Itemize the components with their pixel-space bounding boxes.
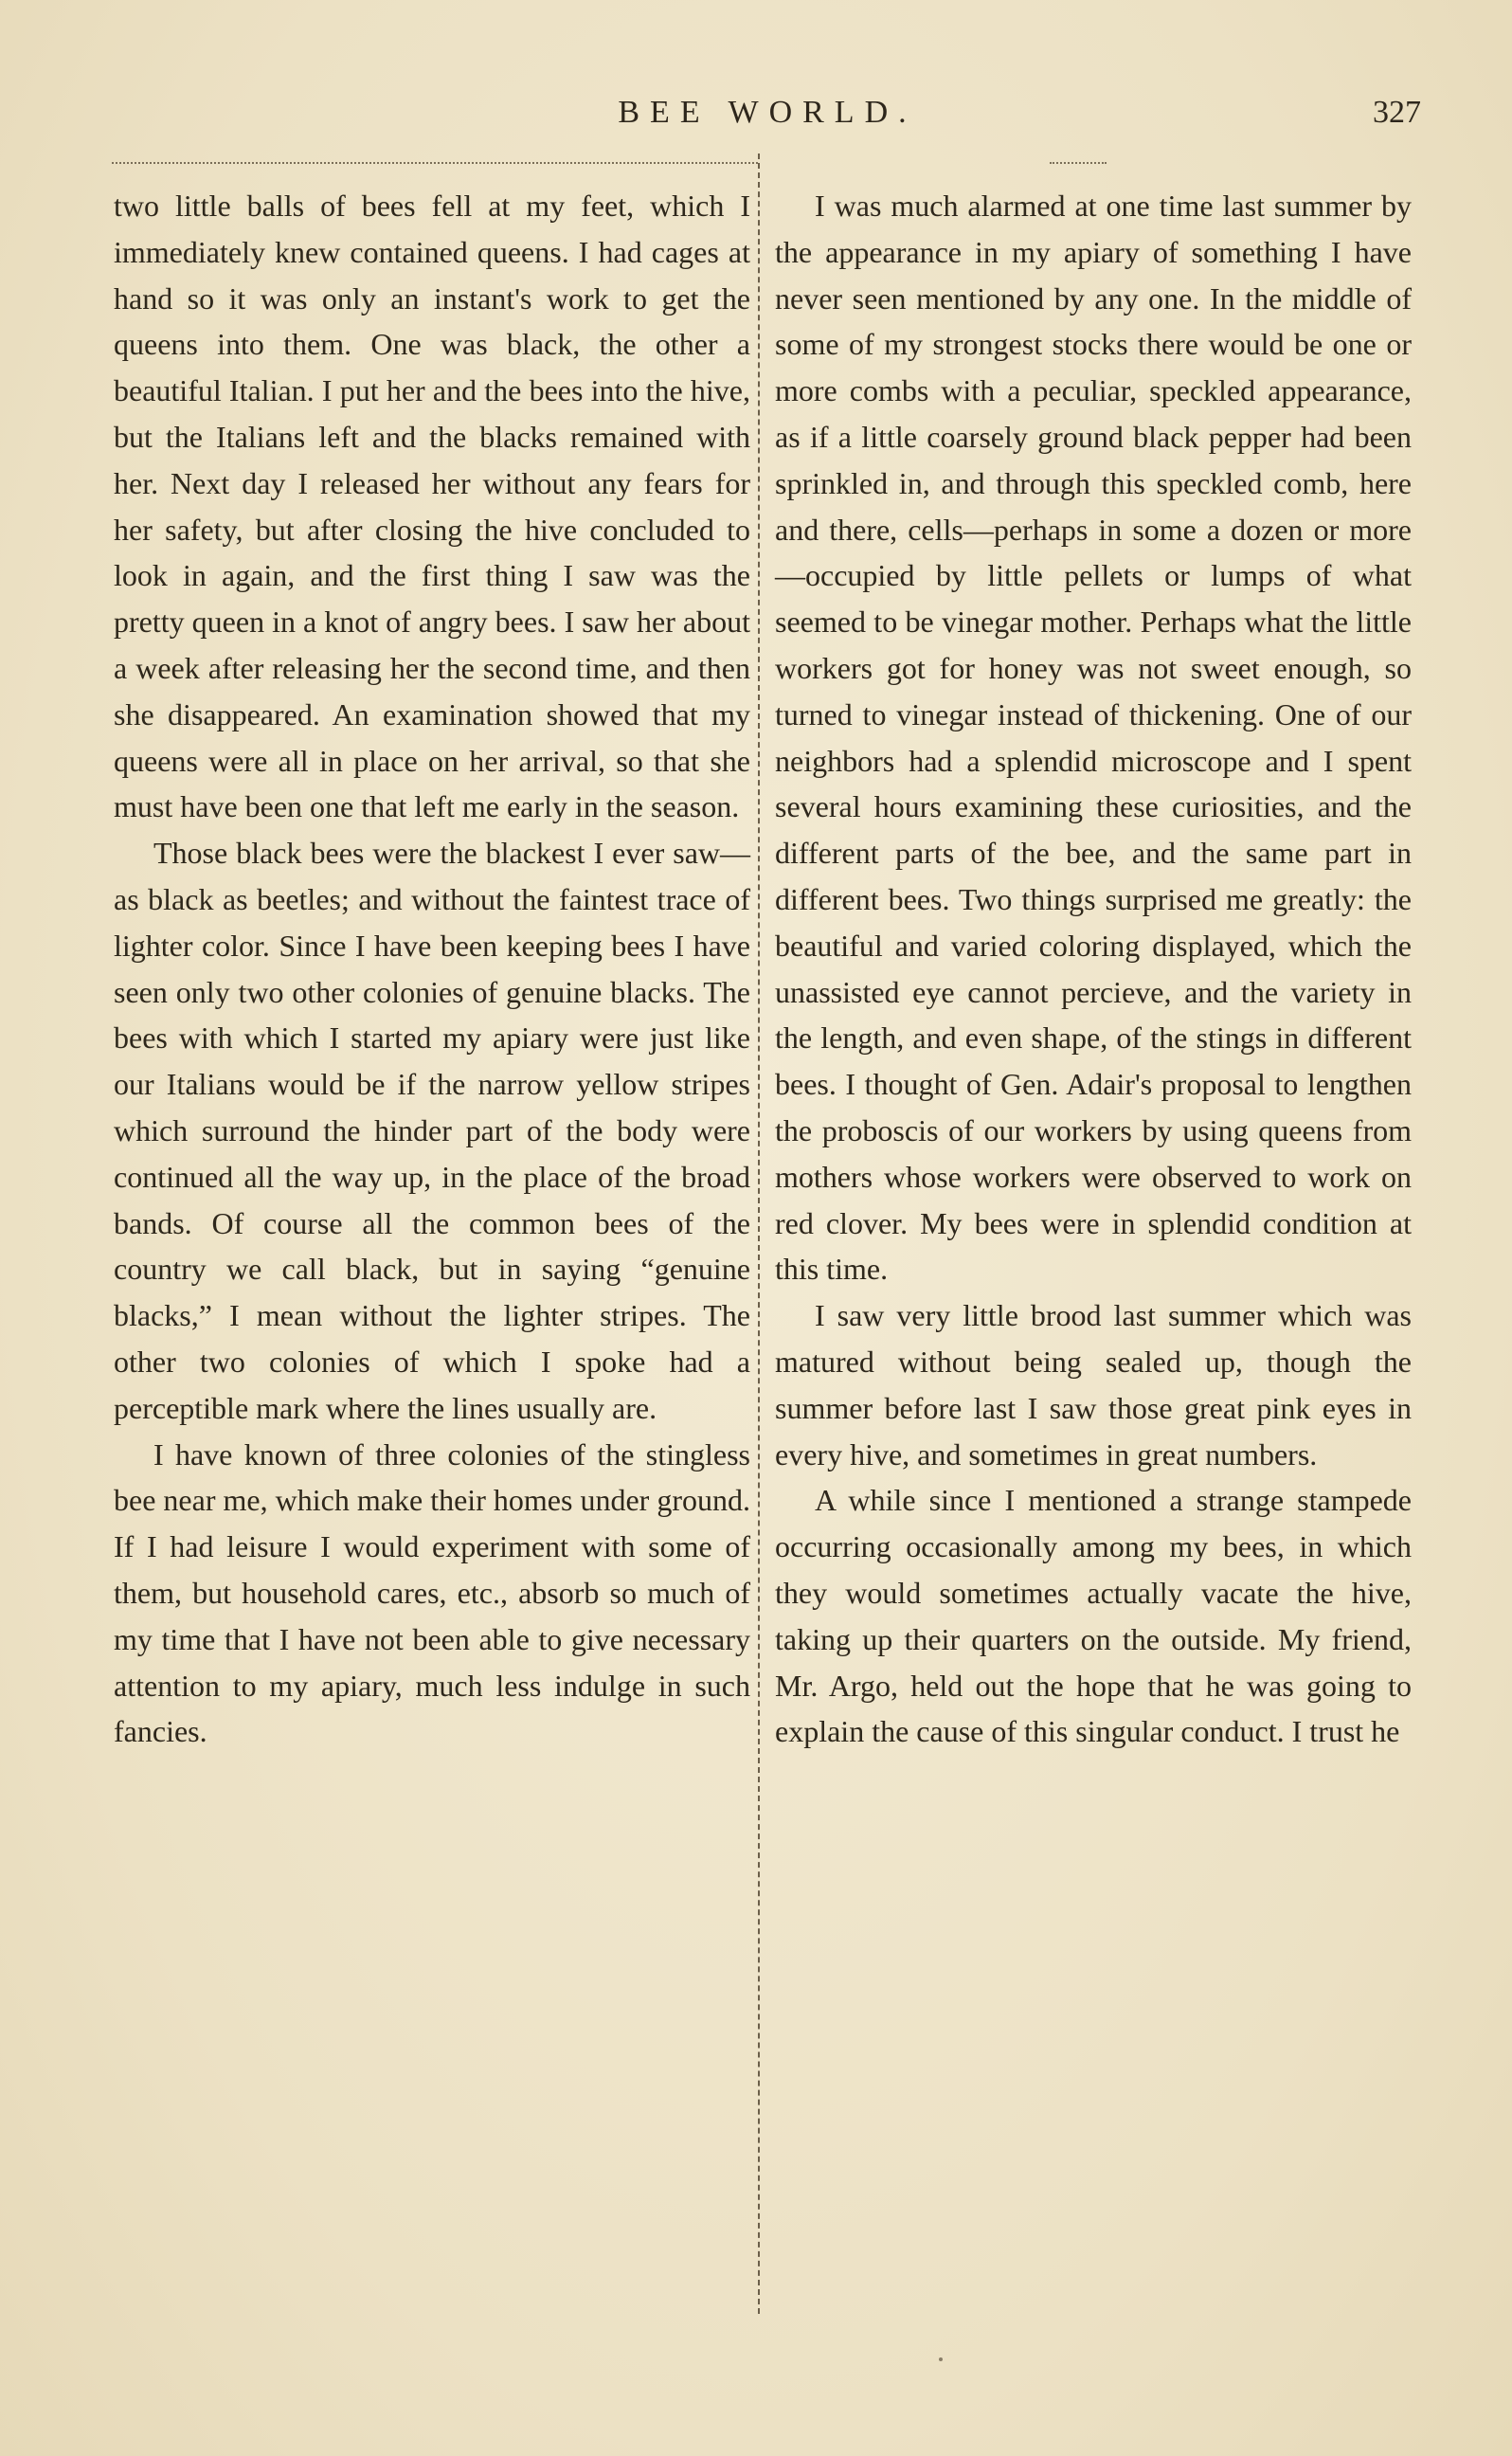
left-paragraph-2: Those black bees were the blackest I ever saw—as black as beetles; and without the faintest trace of lighter color. Since I have been keeping bees I have seen only two other colonies of genuine blacks. The bees with which I started my apiary were just like our Italians would be if the narrow yellow stripes which surround the hinder part of the body were continued all the way up, in the place of the broad bands. Of course all the common bees of the country we call black, but in saying “genuine blacks,” I mean without the lighter stripes. The other two colonies of which I spoke had a perceptible mark where the lines usually are. <box>114 836 750 1425</box>
header-rule-left <box>112 162 758 164</box>
running-title: BEE WORLD. <box>618 95 917 130</box>
page-number: 327 <box>1373 95 1421 130</box>
left-paragraph-1: two little balls of bees fell at my feet, which I immediately knew contained queens. I had cages at hand so it was only an instant's work to get the queens into them. One was black, the other a beautiful Italian. I put her and the bees into the hive, but the Italians left and the blacks remained with her. Next day I released her without any fears for her safety, but after closing the hive concluded to look in again, and the first thing I saw was the pretty queen in a knot of angry bees. I saw her about a week after releasing her the second time, and then she disappeared. An examination showed that my queens were all in place on her arrival, so that she must have been one that left me early in the season. <box>114 189 750 824</box>
header-rule-right <box>1050 162 1107 164</box>
right-paragraph-2: I saw very little brood last summer which was matured without being sealed up, though the summer before last I saw those great pink eyes in every hive, and sometimes in great numbers. <box>775 1298 1412 1472</box>
left-column <box>114 183 750 1755</box>
right-paragraph-1: I was much alarmed at one time last summer by the appearance in my apiary of something I have never seen mentioned by any one. In the middle of some of my strongest stocks there would be one or more combs with a peculiar, speckled appearance, as if a little coarsely ground black pepper had been sprinkled in, and through this speckled comb, here and there, cells—perhaps in some a dozen or more—occupied by little pellets or lumps of what seemed to be vinegar mother. Perhaps what the little workers got for honey was not sweet enough, so turned to vinegar instead of thickening. One of our neighbors had a splendid microscope and I spent several hours examining these curiosities, and the different parts of the bee, and the same part in different bees. Two things surprised me greatly: the beautiful and varied coloring displayed, which the unassisted eye cannot percieve, and the variety in the length, and even shape, of the stings in different bees. I thought of Gen. Adair's proposal to lengthen the proboscis of our workers by using queens from mothers whose workers were observed to work on red clover. My bees were in splendid condition at this time. <box>775 189 1412 1287</box>
column-divider <box>758 154 760 2314</box>
right-paragraph-3: A while since I mentioned a strange stampede occurring occasionally among my bees, in which they would sometimes actually vacate the hive, taking up their quarters on the outside. My friend, Mr. Argo, held out the hope that he was going to explain the cause of this singular conduct. I trust he <box>775 1483 1412 1749</box>
left-paragraph-3: I have known of three colonies of the stingless bee near me, which make their homes under ground. If I had leisure I would experiment with some of them, but household cares, etc., absorb so much of my time that I have not been able to give necessary attention to my apiary, much less indulge in such fancies. <box>114 1436 750 1749</box>
paper-speck <box>939 2357 943 2361</box>
page-header <box>114 95 1421 142</box>
right-column <box>775 183 1412 1755</box>
